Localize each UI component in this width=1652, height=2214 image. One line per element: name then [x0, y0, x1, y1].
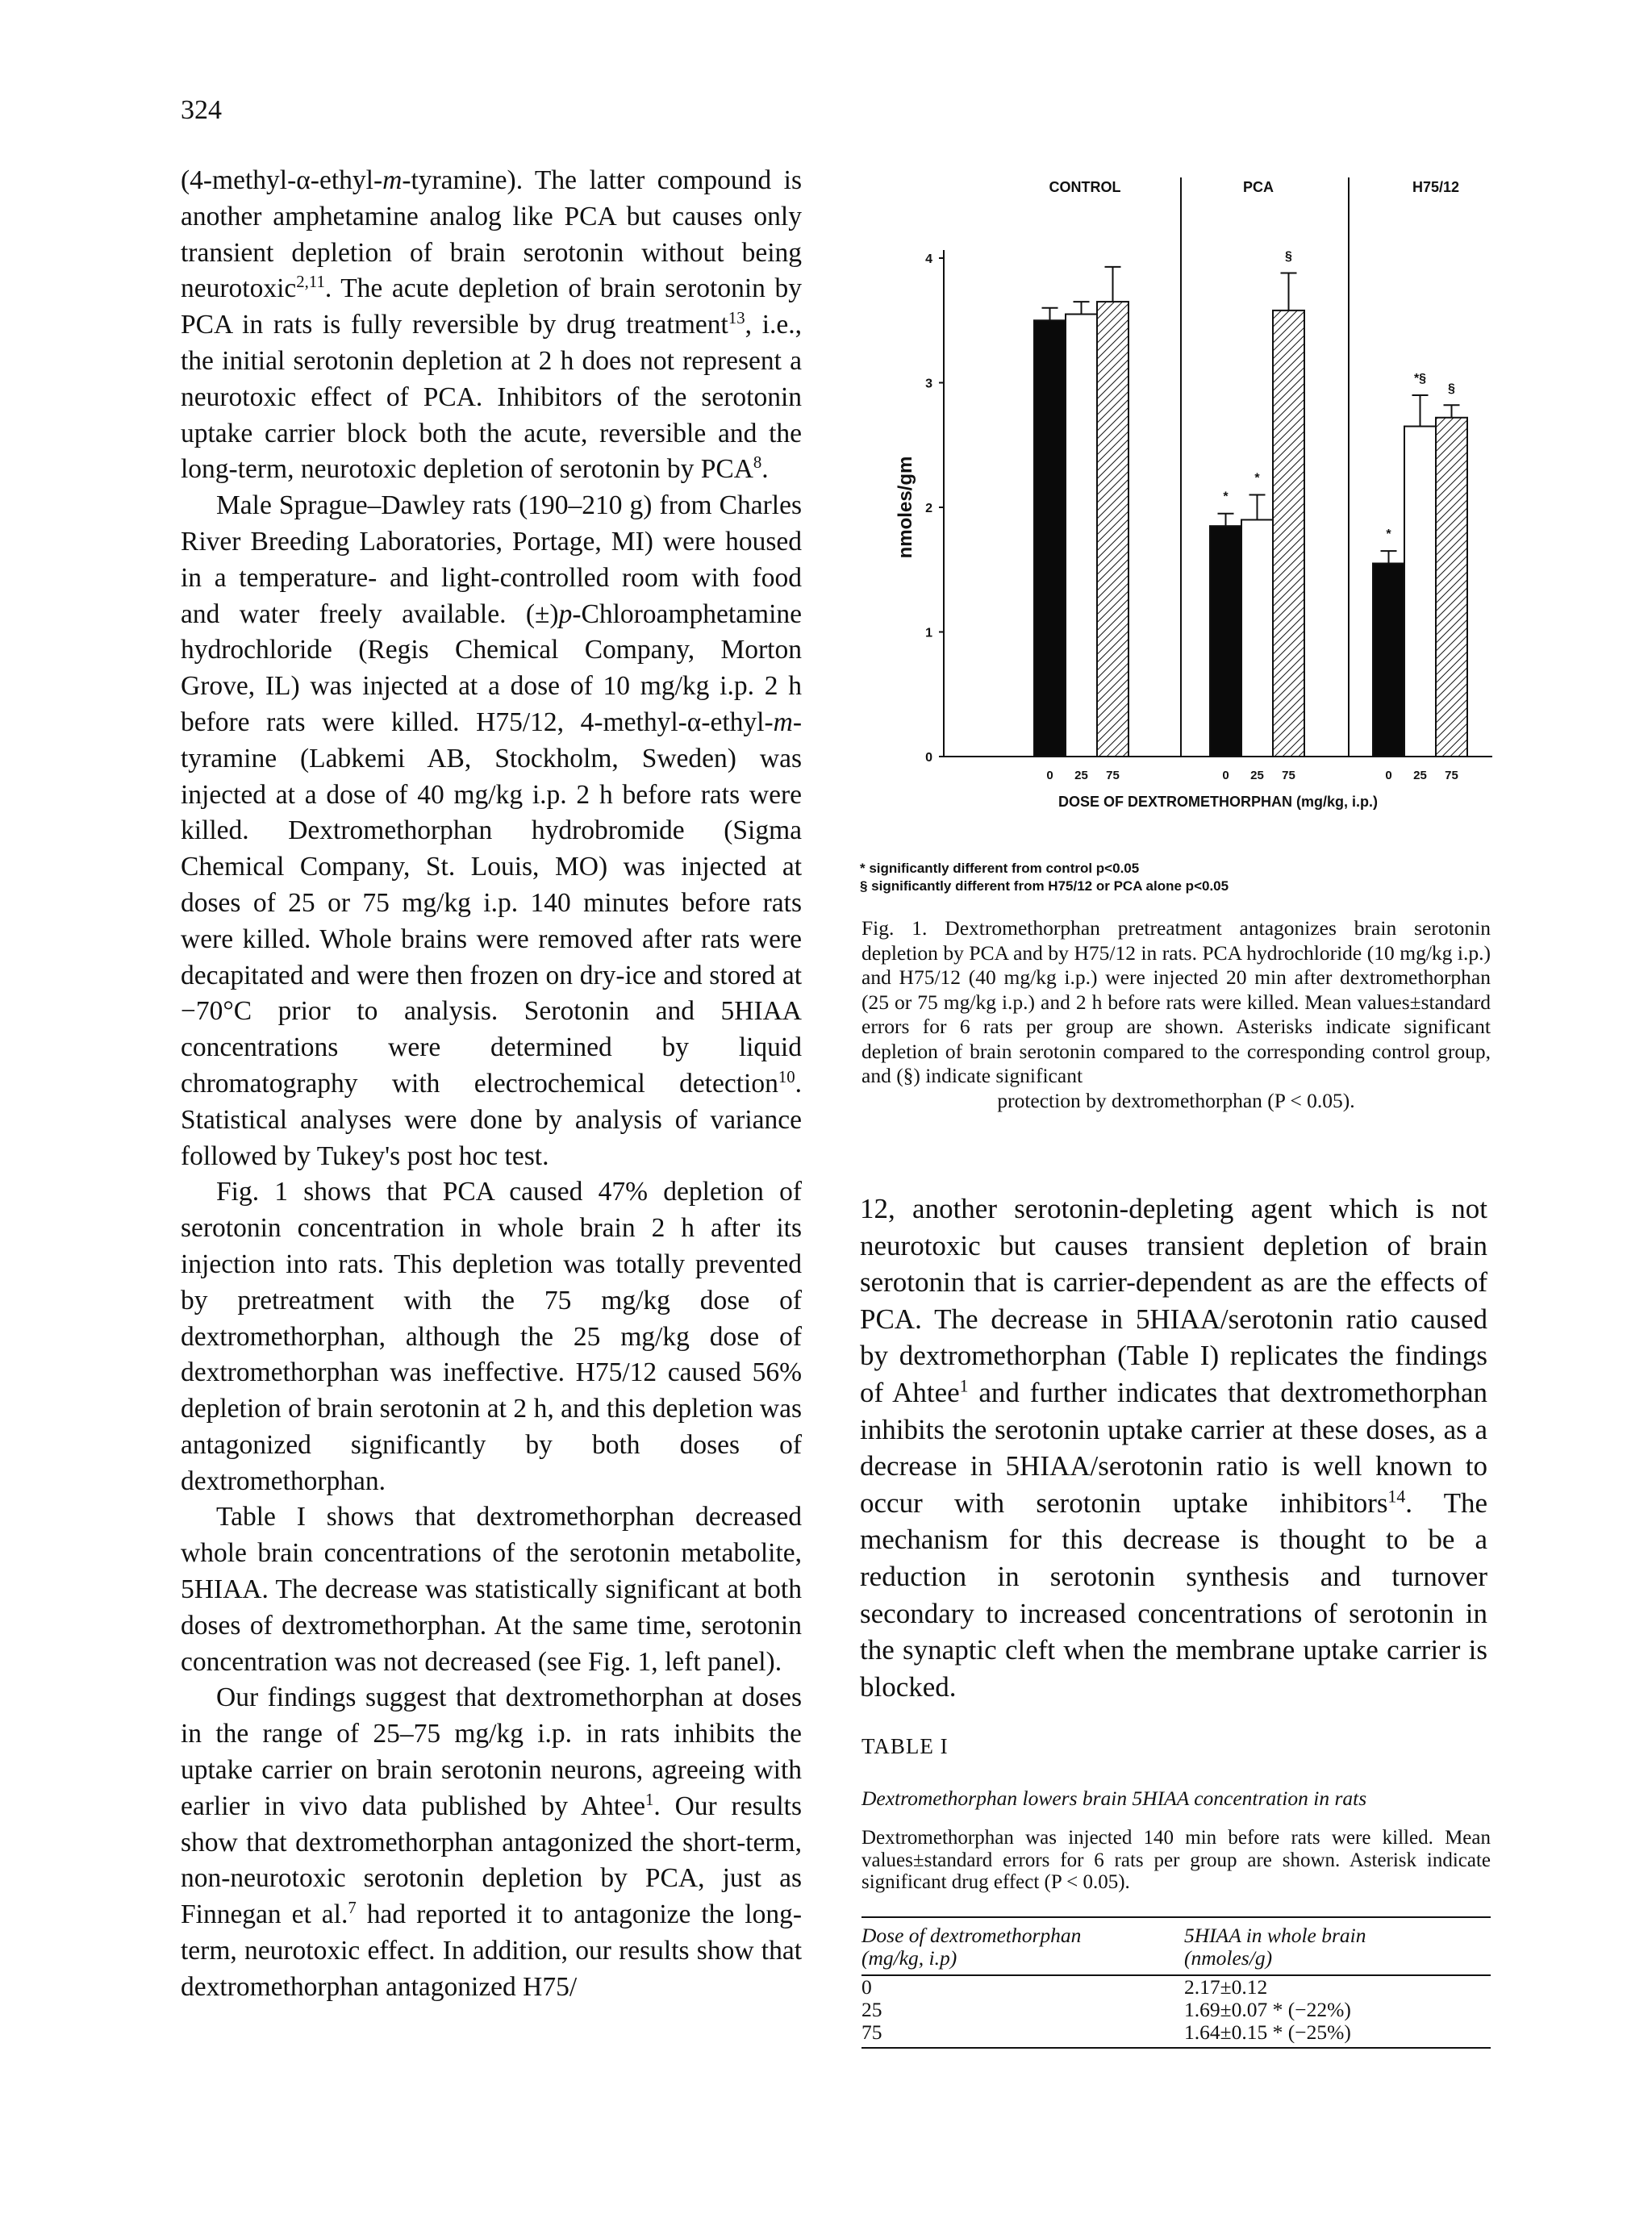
- group-label: PCA: [1242, 179, 1274, 195]
- table-row: [861, 1999, 1491, 2021]
- bar-control-dose-25: [1066, 315, 1097, 757]
- bar-pca-dose-25: [1241, 519, 1273, 757]
- legend-significance-drug: § significantly different from H75/12 or PCA alone p<0.05: [860, 878, 1229, 894]
- figure-caption: [861, 916, 1491, 1113]
- table-label: TABLE I: [861, 1734, 949, 1758]
- cell-dose: 75: [861, 2021, 1184, 2048]
- cell-value: 1.69±0.07 * (−22%): [1184, 1997, 1351, 2021]
- y-tick-label: 2: [925, 502, 932, 515]
- legend-significance-control: * significantly different from control p<0.05: [860, 861, 1140, 876]
- paragraph-discussion: Our findings suggest that dextromethorphan at doses in the range of 25–75 mg/kg i.p. in rats inhibits the uptake carrier on brain serotonin neurons, agreeing with earlier in vivo data published by Ahtee$^1$. Our results show that dextromethorphan antagonized the short-term, non-neurotoxic serotonin depletion by PCA, just as Finnegan et al.$^7$ had reported it to antagonize the long-term, neurotoxic effect. In addition, our results show that dextromethorphan antagonized H75/: [181, 1682, 802, 2002]
- table-title: Dextromethorphan lowers brain 5HIAA concentration in rats: [861, 1787, 1367, 1810]
- bar-h7512-dose-25: [1404, 427, 1436, 757]
- paragraph-results-table1: Table I shows that dextromethorphan decreased whole brain concentrations of the serotonin metabolite, 5HIAA. The decrease was statistically significant at both doses of dextromethorphan. At the same time, serotonin concentration was not decreased (see Fig. 1, left panel).: [181, 1502, 802, 1677]
- significance-marker: §: [1448, 382, 1455, 396]
- x-tick-label: 0: [1385, 769, 1392, 782]
- column-header-5hiaa: 5HIAA in whole brain (nmoles/g): [1184, 1917, 1491, 1975]
- x-tick-label: 25: [1074, 769, 1088, 782]
- bar-pca-dose-75: [1273, 311, 1304, 757]
- group-label: CONTROL: [1049, 179, 1121, 195]
- caption-text: Fig. 1. Dextromethorphan pretreatment antagonizes brain serotonin depletion by PCA and by H75/12 in rats. PCA hydrochloride (10 mg/kg i.p.) and H75/12 (40 mg/kg i.p.) were injected 20 min after dextromethorphan (25 or 75 mg/kg i.p.) and 2 h before rats were killed. Mean values±standard errors for 6 rats per group are shown. Asterisks indicate significant depletion of brain serotonin compared to the corresponding control group, and (§) indicate significant: [861, 916, 1491, 1087]
- bar-control-dose-0: [1034, 320, 1066, 757]
- figure-1-chart: [855, 161, 1492, 855]
- table-note: Dextromethorphan was injected 140 min before rats were killed. Mean values±standard errors for 6 rats per group are shown. Asterisk indicate significant drug effect (P < 0.05).: [861, 1827, 1491, 1893]
- x-tick-label: 0: [1222, 769, 1229, 782]
- x-tick-label: 75: [1106, 769, 1120, 782]
- paragraph-results-fig1: Fig. 1 shows that PCA caused 47% depletion of serotonin concentration in whole brain 2 h after its injection into rats. This depletion was totally prevented by pretreatment with the 75 mg/kg dose of dextromethorphan, although the 25 mg/kg dose of dextromethorphan was ineffective. H75/12 caused 56% depletion of brain serotonin at 2 h, and this depletion was antagonized significantly by both doses of dextromethorphan.: [181, 1177, 802, 1496]
- table-row: [861, 2021, 1491, 2048]
- data-table: [861, 1916, 1491, 2049]
- table-1: [861, 1734, 1491, 2049]
- cell-value: 2.17±0.12: [1184, 1974, 1268, 1999]
- y-axis-title: nmoles/gm: [895, 456, 916, 559]
- column-header-dose: Dose of dextromethorphan (mg/kg, i.p): [861, 1917, 1184, 1975]
- x-tick-label: 0: [1046, 769, 1053, 782]
- right-column: [860, 1190, 1487, 1705]
- bar-h7512-dose-0: [1373, 564, 1404, 757]
- bar-pca-dose-0: [1210, 526, 1241, 757]
- chart-marks: [1034, 250, 1467, 782]
- group-label: H75/12: [1412, 179, 1460, 195]
- figure-legend: [860, 860, 1441, 895]
- caption-last-line: protection by dextromethorphan (P < 0.05).: [997, 1088, 1355, 1112]
- cell-dose: 0: [861, 1974, 872, 1999]
- significance-marker: *§: [1413, 371, 1427, 386]
- y-tick-label: 0: [925, 751, 932, 765]
- x-tick-label: 25: [1413, 769, 1427, 782]
- significance-marker: *: [1223, 490, 1229, 504]
- paragraph-right: 12, another serotonin-depleting agent which is not neurotoxic but causes transient depletion of brain serotonin that is carrier-dependent as are the effects of PCA. The decrease in 5HIAA/serotonin ratio caused by dextromethorphan (Table I) replicates the findings of Ahtee$^1$ and further indicates that dextromethorphan inhibits the serotonin uptake carrier at these doses, as a decrease in 5HIAA/serotonin ratio is well known to occur with serotonin uptake inhibitors$^{14}$. The mechanism for this decrease is thought to be a reduction in serotonin synthesis and turnover secondary to increased concentrations of serotonin in the synaptic cleft when the membrane uptake carrier is blocked.: [860, 1193, 1487, 1703]
- y-tick-label: 1: [925, 626, 932, 640]
- x-tick-label: 75: [1445, 769, 1458, 782]
- page-number: 324: [181, 95, 222, 125]
- cell-value: 1.64±0.15 * (−25%): [1184, 2021, 1491, 2048]
- cell-dose: 25: [861, 1997, 882, 2021]
- x-axis-title: DOSE OF DEXTROMETHORPHAN (mg/kg, i.p.): [1058, 794, 1379, 810]
- paragraph-1: (4-methyl-α-ethyl-m-tyramine). The latter compound is another amphetamine analog like PCA but causes only transient depletion of brain serotonin without being neurotoxic$^{2,11}$. The acute depletion of brain serotonin by PCA in rats is fully reversible by drug treatment$^{13}$, i.e., the initial serotonin depletion at 2 h does not represent a neurotoxic effect of PCA. Inhibitors of the serotonin uptake carrier block both the acute, reversible and the long-term, neurotoxic depletion of serotonin by PCA$^8$.: [181, 165, 803, 485]
- significance-marker: §: [1285, 249, 1292, 264]
- bar-h7512-dose-75: [1436, 418, 1467, 757]
- x-tick-label: 25: [1250, 769, 1264, 782]
- paragraph-methods: Male Sprague–Dawley rats (190–210 g) from Charles River Breeding Laboratories, Portage, MI) were housed in a temperature- and light-controlled room with food and water freely available. (±)p-Chloroamphetamine hydrochloride (Regis Chemical Company, Morton Grove, IL) was injected at a dose of 10 mg/kg i.p. 2 h before rats were killed. H75/12, 4-methyl-α-ethyl-m-tyramine (Labkemi AB, Stockholm, Sweden) was injected at a dose of 40 mg/kg i.p. 2 h before rats were killed. Dextromethorphan hydrobromide (Sigma Chemical Company, St. Louis, MO) was injected at doses of 25 or 75 mg/kg i.p. 140 minutes before rats were killed. Whole brains were removed after rats were decapitated and were then frozen on dry-ice and stored at −70°C prior to analysis. Serotonin and 5HIAA concentrations were determined by liquid chromatography with electrochemical detection$^{10}$. Statistical analyses were done by analysis of variance followed by Tukey's post hoc test.: [181, 490, 802, 1171]
- bar-control-dose-75: [1097, 302, 1128, 757]
- table-header-row: [861, 1917, 1491, 1975]
- significance-marker: *: [1386, 527, 1391, 542]
- y-tick-label: 4: [925, 252, 932, 266]
- x-tick-label: 75: [1282, 769, 1295, 782]
- y-tick-label: 3: [925, 377, 932, 391]
- significance-marker: *: [1254, 471, 1260, 486]
- bar-chart-svg: [855, 161, 1492, 855]
- left-column: [181, 163, 802, 2006]
- table-row: [861, 1975, 1491, 1999]
